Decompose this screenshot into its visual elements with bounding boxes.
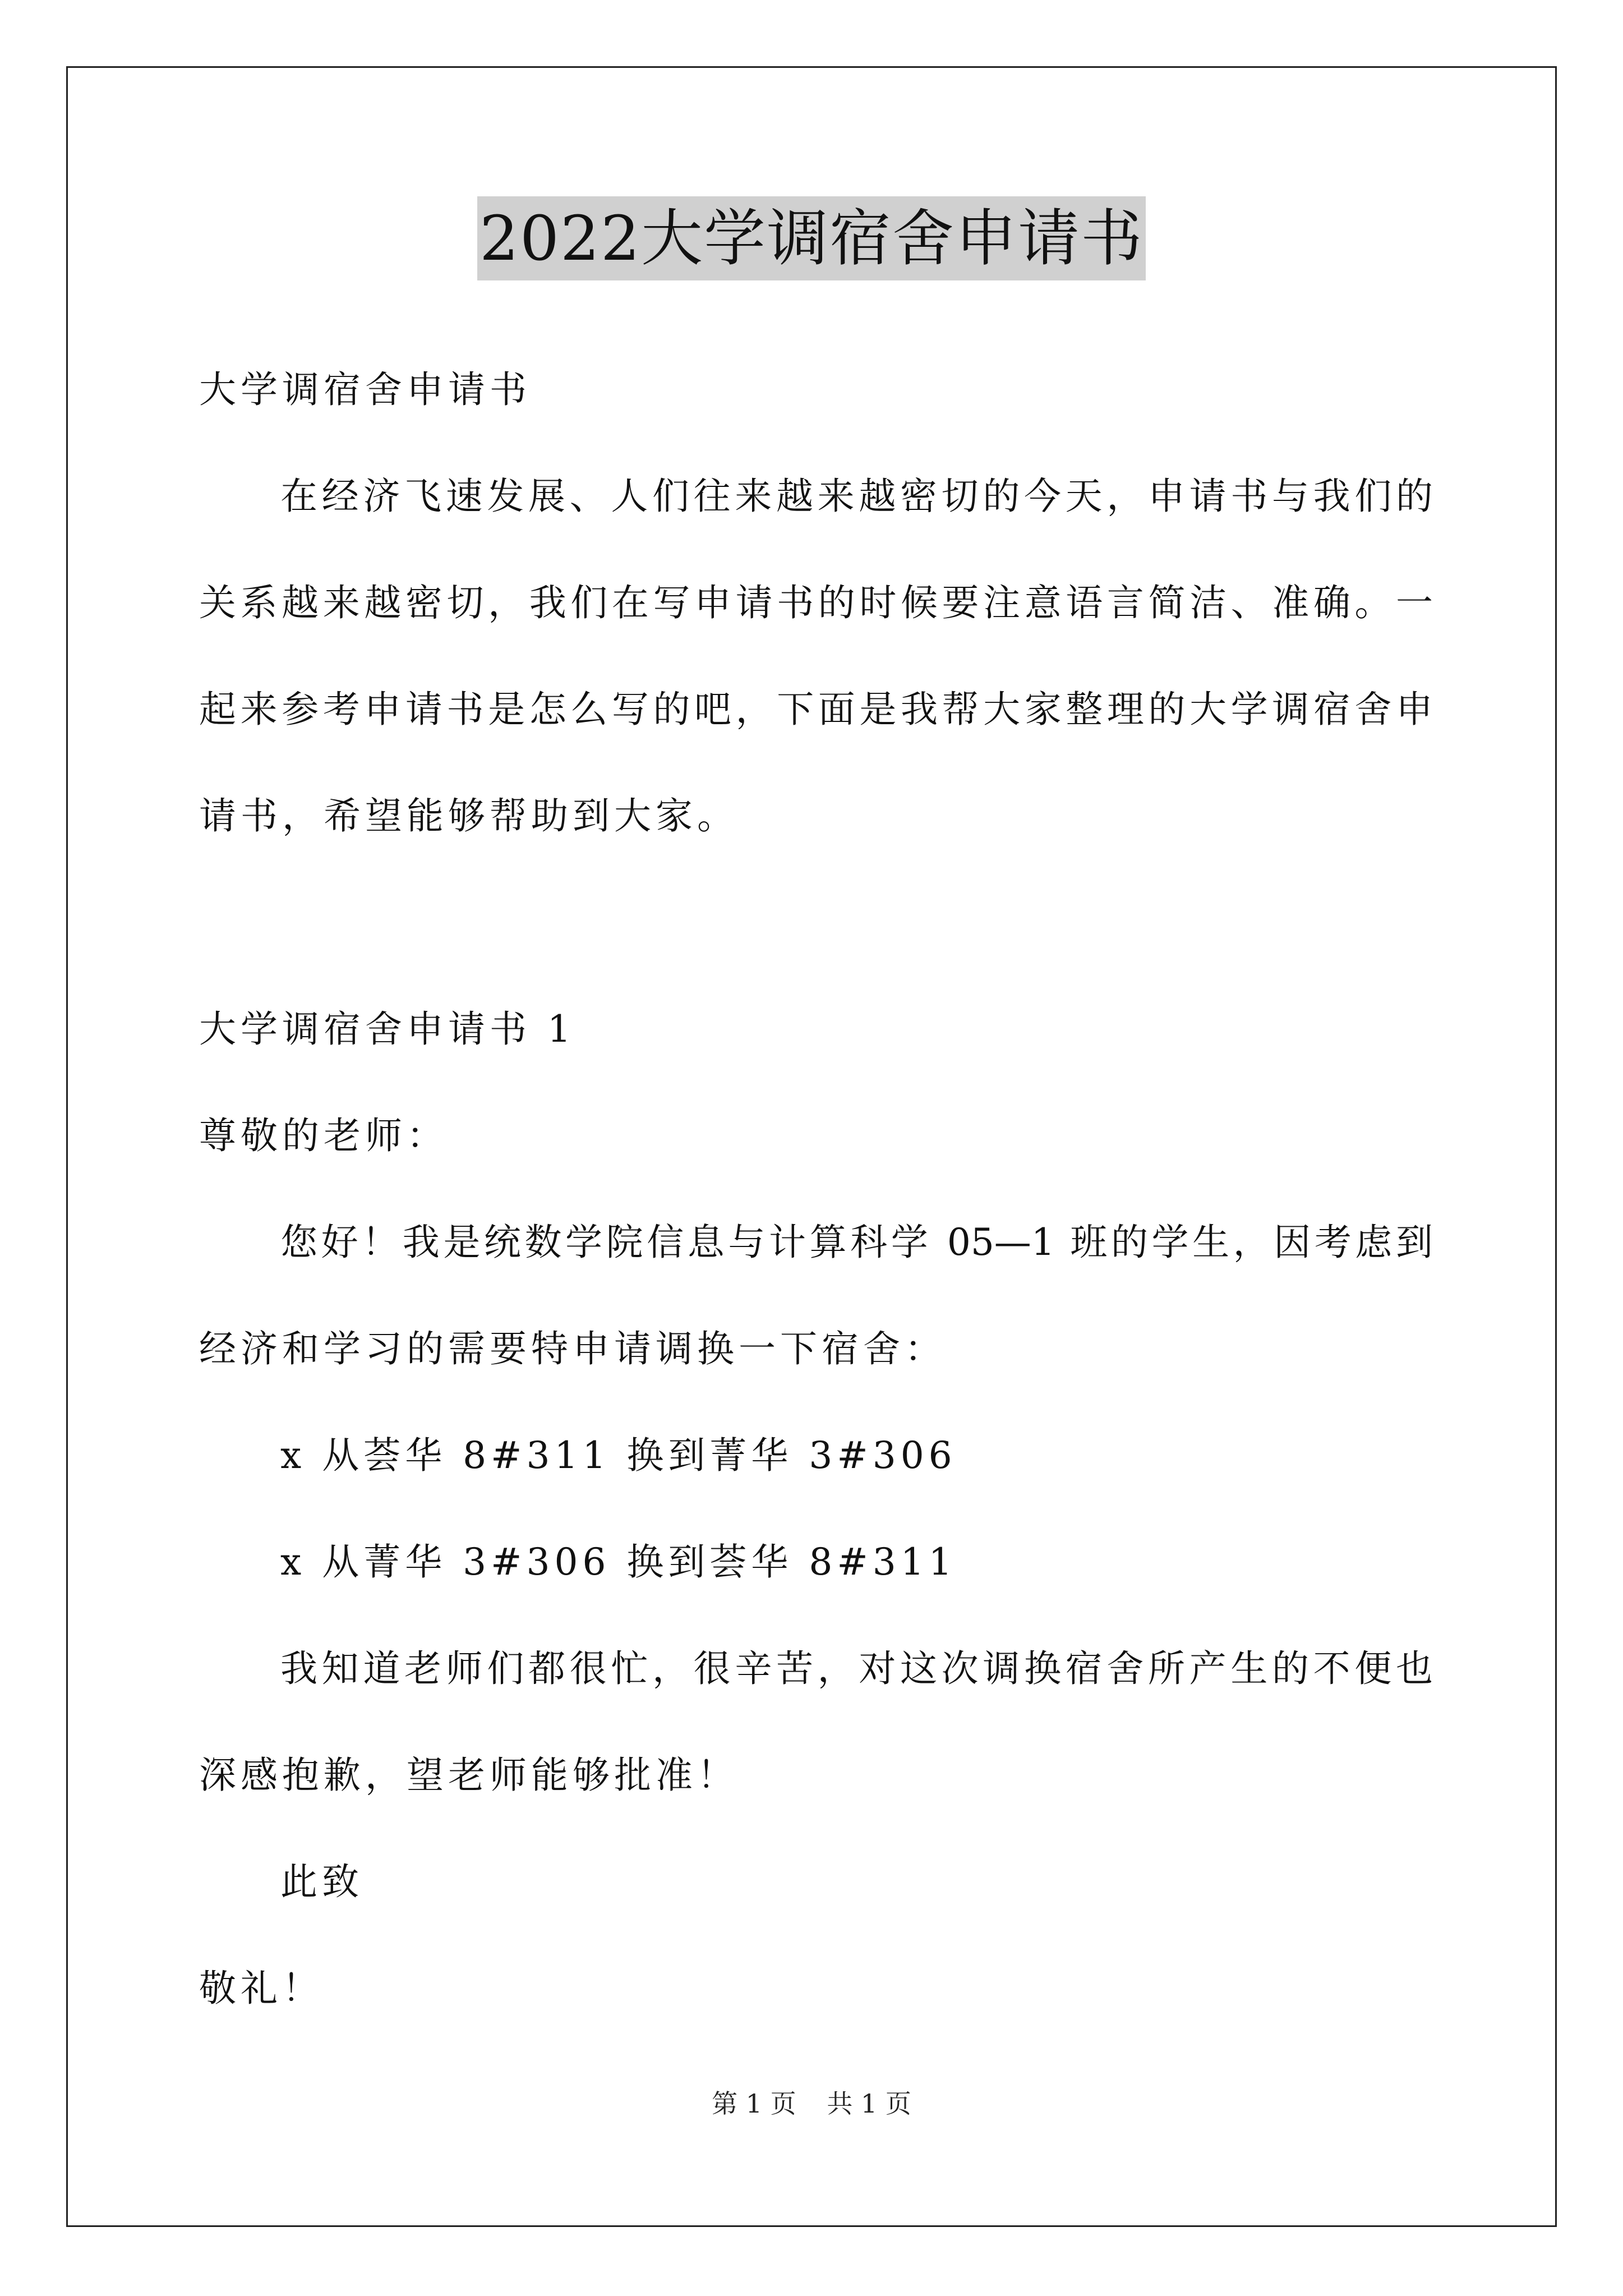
- page-number-total: 共 1 页: [827, 2088, 911, 2119]
- intro-line-3: 起来参考申请书是怎么写的吧，下面是我帮大家整理的大学调宿舍申: [199, 688, 1433, 731]
- body-line-4: x 从菁华 3#306 换到荟华 8#311: [280, 1540, 957, 1584]
- title-container: [0, 196, 1623, 280]
- intro-line-2: 关系越来越密切，我们在写申请书的时候要注意语言简洁、准确。一: [199, 581, 1433, 624]
- page-footer: [0, 2087, 1623, 2120]
- intro-line-4: 请书，希望能够帮助到大家。: [199, 794, 739, 838]
- body-line-3: x 从荟华 8#311 换到菁华 3#306: [280, 1434, 957, 1477]
- body-line-5: 我知道老师们都很忙，很辛苦，对这次调换宿舍所产生的不便也: [280, 1647, 1433, 1690]
- intro-line-1: 在经济飞速发展、人们往来越来越密切的今天，申请书与我们的: [280, 475, 1433, 518]
- salutation: 尊敬的老师：: [199, 1114, 448, 1157]
- body-line-2: 经济和学习的需要特申请调换一下宿舍：: [199, 1327, 946, 1370]
- document-body: [199, 337, 1433, 2042]
- paragraph-spacer: [199, 869, 1433, 976]
- document-title: 2022大学调宿舍申请书: [477, 196, 1146, 280]
- closing-line: 此致: [280, 1860, 363, 1903]
- body-line-6: 深感抱歉，望老师能够批准！: [199, 1754, 739, 1797]
- body-line-1: 您好！我是统数学院信息与计算科学 05—1 班的学生，因考虑到: [280, 1221, 1433, 1264]
- page-number-current: 第 1 页: [712, 2088, 796, 2119]
- document-subtitle: 大学调宿舍申请书: [199, 368, 531, 411]
- regards-line: 敬礼！: [199, 1967, 324, 2010]
- section-heading: 大学调宿舍申请书 1: [199, 1007, 575, 1051]
